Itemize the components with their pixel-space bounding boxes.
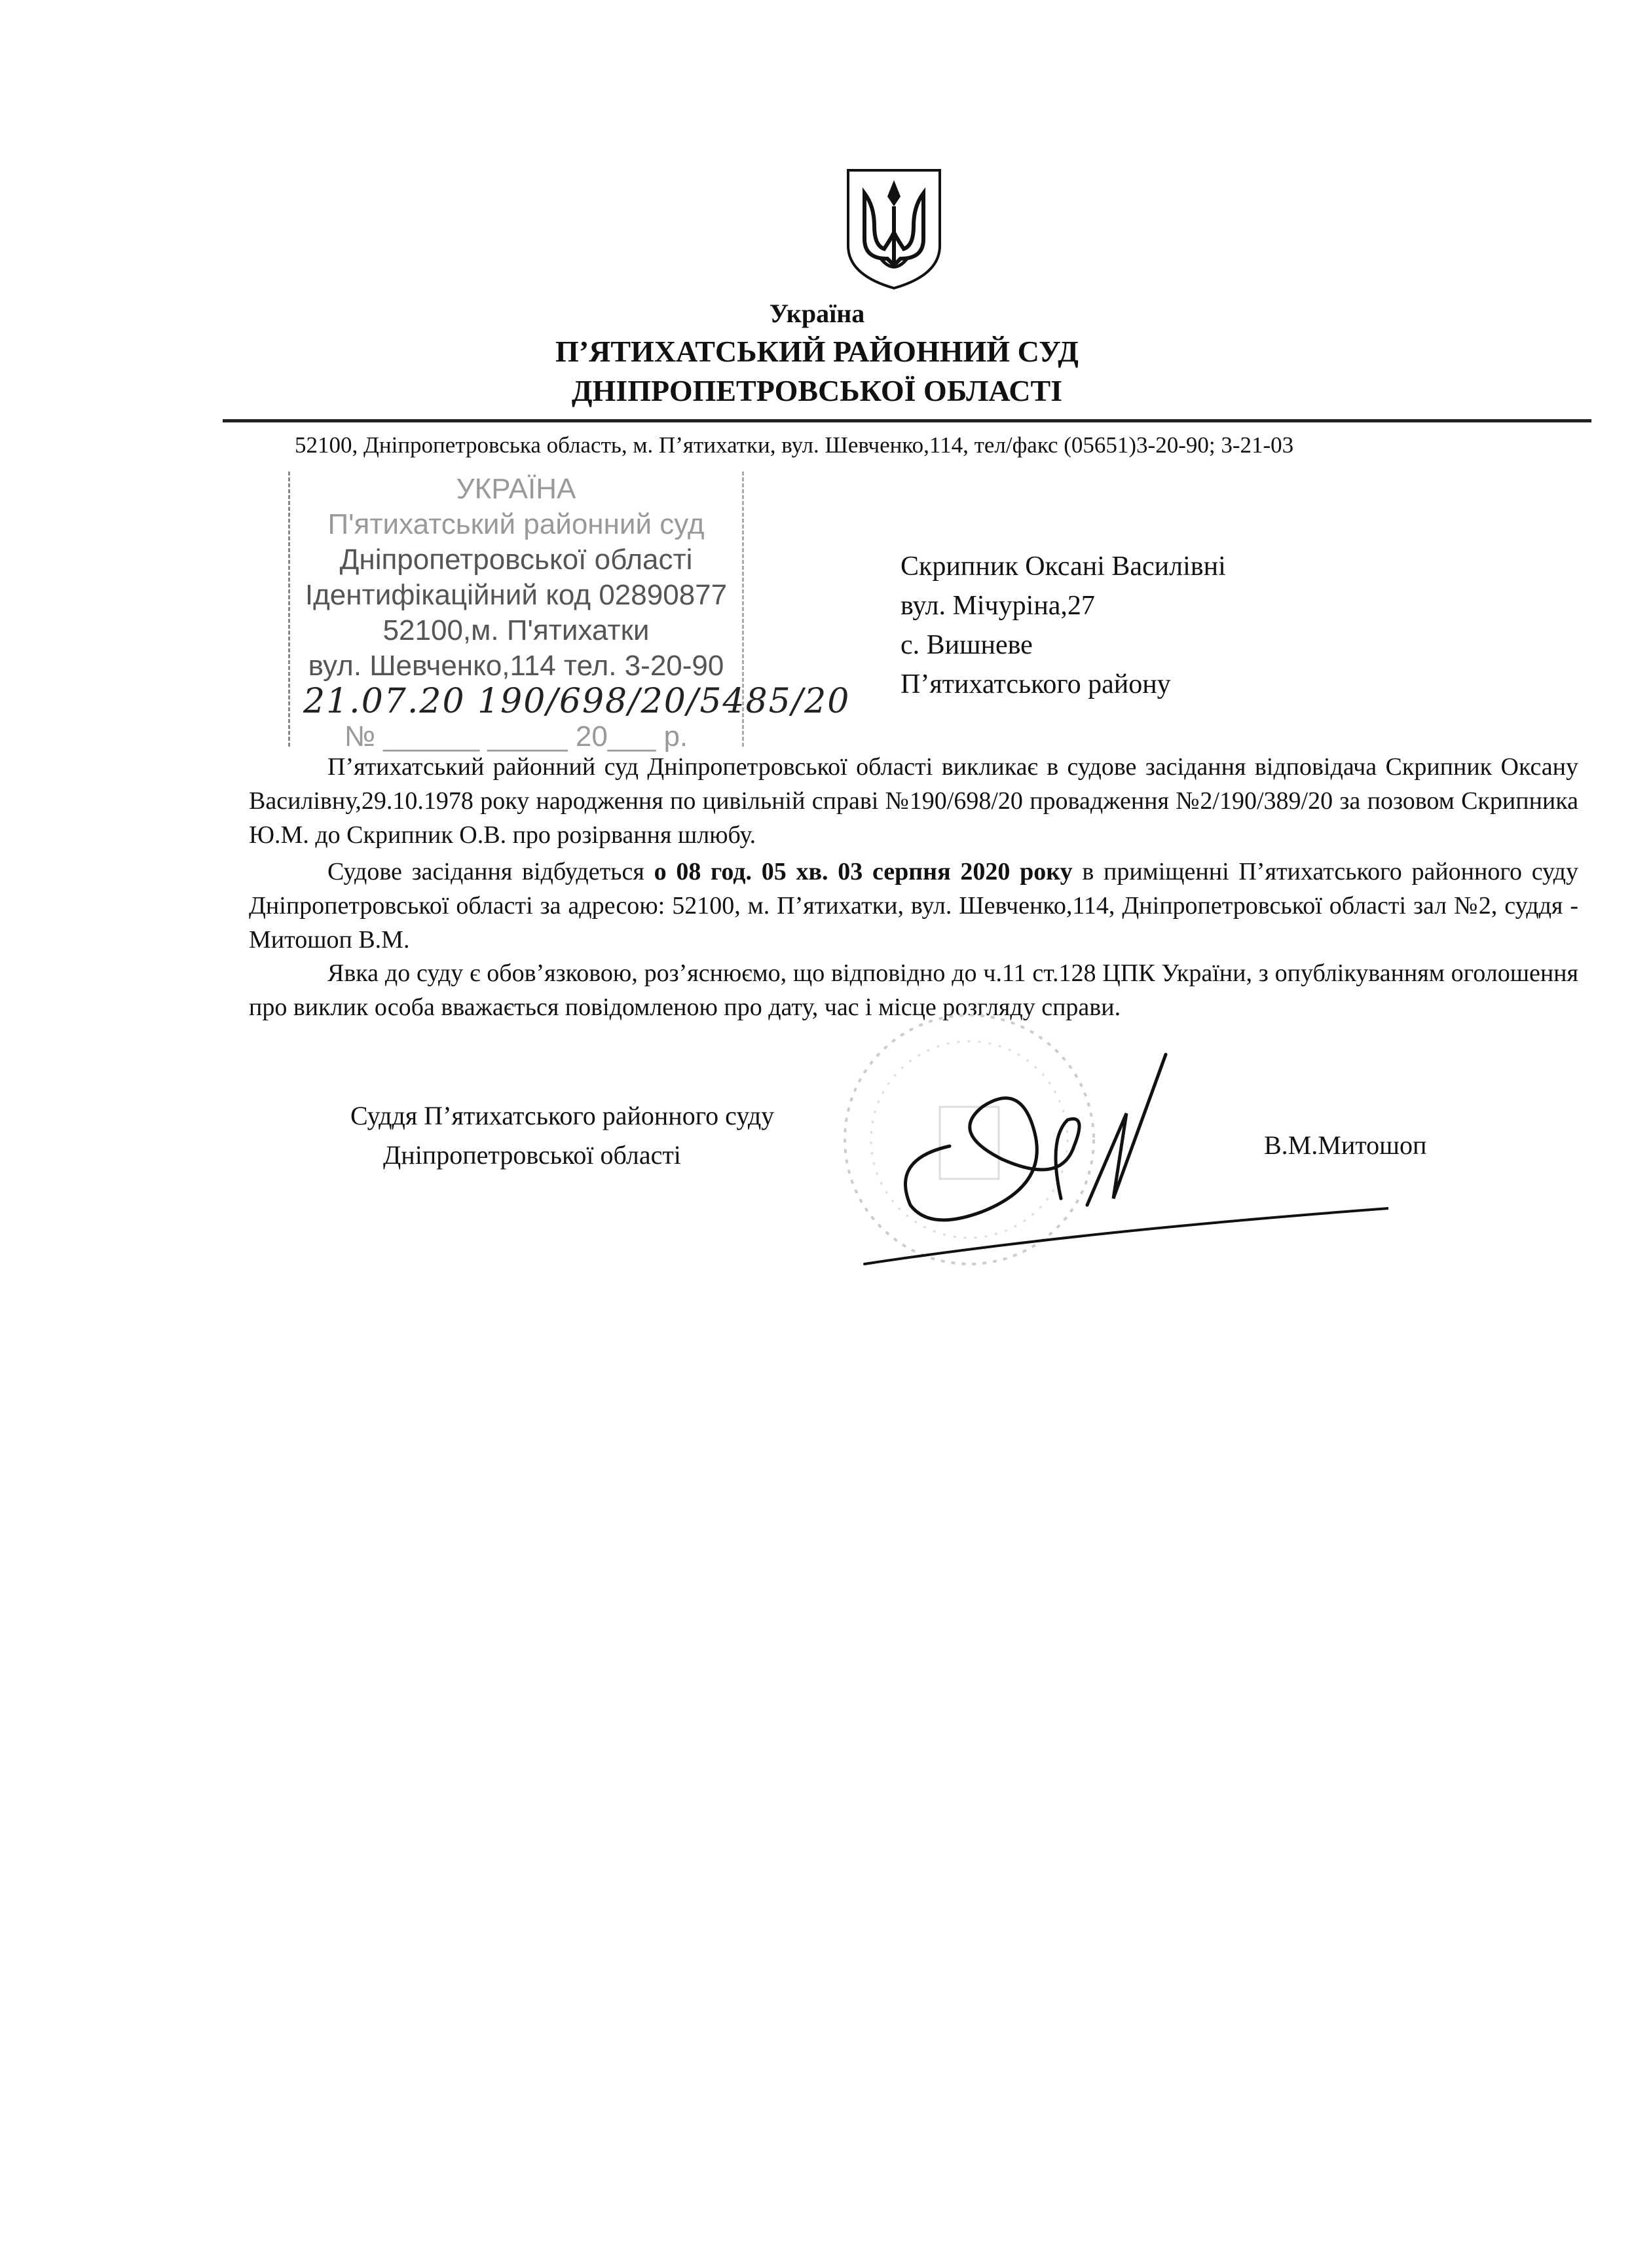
stamp-line: Дніпропетровської області	[339, 544, 693, 576]
stamp-line: 52100,м. П'ятихатки	[382, 614, 650, 646]
stamp-line: Ідентифікаційний код 02890877	[305, 579, 728, 611]
header-divider	[223, 419, 1591, 422]
court-heading: П’ЯТИХАТСЬКИЙ РАЙОННИЙ СУД	[555, 335, 1079, 368]
attendance-paragraph: Явка до суду є обов’язковою, роз’яснюємо, що відповідно до ч.11 ст.128 ЦПК України, з опублікуванням оголошення про виклик особа вважається повідомленою про дату, час і місце розгляду справи.	[249, 959, 1578, 1021]
region-heading: ДНІПРОПЕТРОВСЬКОЇ ОБЛАСТІ	[571, 374, 1063, 407]
hearing-datetime: о 08 год. 05 хв. 03 серпня 2020 року	[654, 858, 1073, 885]
recipient-block	[901, 547, 1226, 704]
recipient-street: вул. Мічуріна,27	[901, 591, 1095, 621]
summons-paragraph: П’ятихатський районний суд Дніпропетровської області викликає в судове засідання відповідача Скрипник Оксану Василівну,29.10.1978 року народження по цивільній справі №190/698/20 провадження №2/190/389/20 за позовом Скрипника Ю.М. до Скрипник О.В. про розірвання шлюбу.	[249, 753, 1578, 849]
recipient-district: П’ятихатського району	[901, 669, 1171, 699]
hearing-paragraph: Судове засідання відбудеться о 08 год. 05 хв. 03 серпня 2020 року в приміщенні П’ятихатського районного суду Дніпропетровської області за адресою: 52100, м. П’ятихатки, вул. Шевченко,114, Дніпропетровської області зал №2, суддя - Митошоп В.М.	[249, 858, 1578, 954]
stamp-line: П'ятихатський районний суд	[327, 508, 705, 540]
country-heading: Україна	[769, 299, 865, 328]
judge-region: Дніпропетровської області	[383, 1140, 681, 1170]
recipient-village: с. Вишневе	[901, 630, 1033, 660]
registration-stamp	[288, 472, 851, 753]
stamp-line: вул. Шевченко,114 тел. 3-20-90	[308, 650, 724, 682]
court-address: 52100, Дніпропетровська область, м. П’ятихатки, вул. Шевченко,114, тел/факс (05651)3-20-90; 3-21-03	[295, 432, 1294, 458]
stamp-handwritten-registration: 21.07.20 190/698/20/5485/20	[303, 682, 851, 721]
stamp-line: УКРАЇНА	[456, 473, 576, 505]
judge-name: В.М.Митошоп	[1264, 1130, 1427, 1160]
stamp-line: № ______ _____ 20___ р.	[344, 720, 688, 753]
recipient-name: Скрипник Оксані Василівні	[901, 551, 1226, 582]
trident-emblem-icon	[842, 167, 946, 291]
judge-title: Суддя П’ятихатського районного суду	[350, 1101, 775, 1130]
